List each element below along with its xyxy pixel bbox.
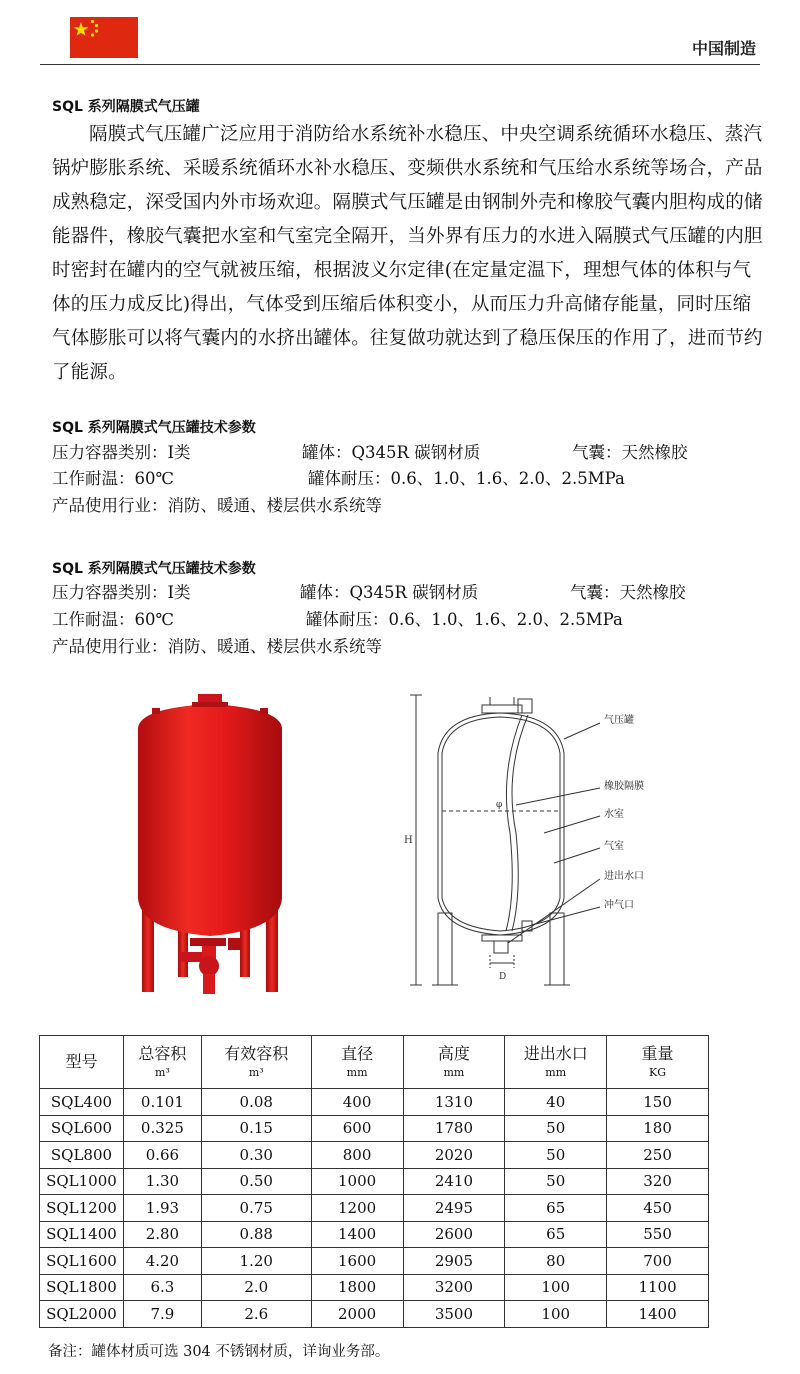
china-flag	[70, 17, 138, 58]
table-cell: 50	[505, 1168, 607, 1195]
header-effective-volume: 有效容积 m³	[201, 1036, 311, 1089]
table-row	[40, 1301, 709, 1328]
table-cell: 80	[505, 1248, 607, 1275]
table-cell: 100	[505, 1301, 607, 1328]
industries: 产品使用行业：消防、暖通、楼层供水系统等	[52, 496, 382, 515]
table-cell: 0.325	[123, 1115, 201, 1142]
table-row	[40, 1089, 709, 1116]
tank-cross-section-diagram	[404, 693, 684, 993]
table-cell: 0.66	[123, 1142, 201, 1169]
table-row	[40, 1195, 709, 1222]
table-cell: 1200	[311, 1195, 403, 1222]
section-title: SQL 系列隔膜式气压罐	[52, 99, 200, 115]
label-air-valve: 冲气口	[604, 900, 634, 911]
table-cell: SQL800	[40, 1142, 124, 1169]
tank-material: 罐体：Q345R 碳钢材质	[300, 583, 479, 602]
table-cell: 6.3	[123, 1274, 201, 1301]
table-cell: 1.20	[201, 1248, 311, 1275]
label-water-inlet: 进出水口	[604, 871, 644, 882]
table-cell: 4.20	[123, 1248, 201, 1275]
table-cell: 1600	[311, 1248, 403, 1275]
spec-table	[39, 1035, 709, 1328]
table-cell: 450	[607, 1195, 709, 1222]
table-cell: SQL1800	[40, 1274, 124, 1301]
dim-h-label: H	[404, 835, 413, 846]
header-weight: 重量 KG	[607, 1036, 709, 1089]
table-row	[40, 1248, 709, 1275]
table-cell: 0.101	[123, 1089, 201, 1116]
header-inlet: 进出水口 mm	[505, 1036, 607, 1089]
header-diameter: 直径 mm	[311, 1036, 403, 1089]
table-cell: 1310	[403, 1089, 505, 1116]
tank-material: 罐体：Q345R 碳钢材质	[302, 443, 481, 462]
vessel-class: 压力容器类别：Ⅰ类	[52, 583, 191, 602]
label-tank: 气压罐	[604, 715, 634, 726]
spec-title-1: SQL 系列隔膜式气压罐技术参数	[52, 420, 256, 436]
table-cell: 1.30	[123, 1168, 201, 1195]
header-model: 型号	[40, 1036, 124, 1089]
intro-paragraph: 隔膜式气压罐广泛应用于消防给水系统补水稳压、中央空调系统循环水稳压、蒸汽锅炉膨胀系统、采暖系统循环水补水稳压、变频供水系统和气压给水系统等场合，产品成熟稳定，深受国内外市场欢迎。隔膜式气压罐是由钢制外壳和橡胶气囊内胆构成的储能器件，橡胶气囊把水室和气室完全隔开，当外界有压力的水进入隔膜式气压罐的内胆时密封在罐内的空气就被压缩，根据波义尔定律(在定量定温下，理想气体的体积与气体的压力成反比)得出，气体受到压缩后体积变小，从而压力升高储存能量，同时压缩气体膨胀可以将气囊内的水挤出罐体。往复做功就达到了稳压保压的作用了，进而节约了能源。	[52, 124, 763, 383]
tank-pressure: 罐体耐压：0.6、1.0、1.6、2.0、2.5MPa	[306, 610, 623, 629]
table-cell: SQL600	[40, 1115, 124, 1142]
vessel-class: 压力容器类别：Ⅰ类	[52, 443, 191, 462]
table-cell: SQL1000	[40, 1168, 124, 1195]
table-row	[40, 1115, 709, 1142]
made-in-china-label: 中国制造	[691, 39, 756, 58]
table-cell: 2000	[311, 1301, 403, 1328]
table-cell: 7.9	[123, 1301, 201, 1328]
table-cell: 2.80	[123, 1221, 201, 1248]
tank-pressure: 罐体耐压：0.6、1.0、1.6、2.0、2.5MPa	[308, 469, 625, 488]
bladder-material: 气囊：天然橡胶	[572, 443, 688, 462]
table-cell: 250	[607, 1142, 709, 1169]
table-cell: SQL1600	[40, 1248, 124, 1275]
table-cell: 2.0	[201, 1274, 311, 1301]
table-cell: 65	[505, 1195, 607, 1222]
table-cell: 0.15	[201, 1115, 311, 1142]
table-cell: 700	[607, 1248, 709, 1275]
table-cell: 1.93	[123, 1195, 201, 1222]
table-cell: 0.08	[201, 1089, 311, 1116]
label-water-chamber: 水室	[604, 809, 624, 820]
table-cell: 1400	[607, 1301, 709, 1328]
table-cell: 150	[607, 1089, 709, 1116]
table-cell: 0.88	[201, 1221, 311, 1248]
table-cell: 2.6	[201, 1301, 311, 1328]
table-cell: SQL1400	[40, 1221, 124, 1248]
table-row	[40, 1221, 709, 1248]
dim-phi-label: φ	[496, 800, 503, 810]
dim-d-label: D	[499, 972, 507, 982]
table-cell: 0.50	[201, 1168, 311, 1195]
table-header-row	[40, 1036, 709, 1089]
table-cell: 400	[311, 1089, 403, 1116]
table-cell: 180	[607, 1115, 709, 1142]
table-cell: 800	[311, 1142, 403, 1169]
table-cell: SQL2000	[40, 1301, 124, 1328]
working-temperature: 工作耐温：60℃	[52, 610, 174, 629]
table-cell: SQL400	[40, 1089, 124, 1116]
header-divider	[40, 64, 760, 65]
table-row	[40, 1142, 709, 1169]
table-cell: 2905	[403, 1248, 505, 1275]
table-cell: 600	[311, 1115, 403, 1142]
flag-icon	[70, 17, 138, 58]
table-cell: 1800	[311, 1274, 403, 1301]
table-cell: 2495	[403, 1195, 505, 1222]
header-total-volume: 总容积 m³	[123, 1036, 201, 1089]
working-temperature: 工作耐温：60℃	[52, 469, 174, 488]
table-cell: 550	[607, 1221, 709, 1248]
label-air-chamber: 气室	[604, 841, 624, 852]
table-cell: 65	[505, 1221, 607, 1248]
table-cell: 40	[505, 1089, 607, 1116]
table-cell: 3500	[403, 1301, 505, 1328]
footnote: 备注：罐体材质可选 304 不锈钢材质，详询业务部。	[48, 1344, 390, 1360]
table-cell: 320	[607, 1168, 709, 1195]
table-cell: 0.30	[201, 1142, 311, 1169]
header-height: 高度 mm	[403, 1036, 505, 1089]
table-cell: 2600	[403, 1221, 505, 1248]
table-cell: 3200	[403, 1274, 505, 1301]
table-cell: 1100	[607, 1274, 709, 1301]
table-cell: 2020	[403, 1142, 505, 1169]
table-cell: SQL1200	[40, 1195, 124, 1222]
label-membrane: 橡胶隔膜	[604, 781, 644, 792]
table-cell: 100	[505, 1274, 607, 1301]
table-cell: 1000	[311, 1168, 403, 1195]
table-cell: 0.75	[201, 1195, 311, 1222]
red-pressure-tank-image	[120, 690, 310, 995]
table-cell: 1400	[311, 1221, 403, 1248]
industries: 产品使用行业：消防、暖通、楼层供水系统等	[52, 637, 382, 656]
table-row	[40, 1274, 709, 1301]
table-cell: 50	[505, 1115, 607, 1142]
table-cell: 2410	[403, 1168, 505, 1195]
table-row	[40, 1168, 709, 1195]
table-cell: 50	[505, 1142, 607, 1169]
spec-title-2: SQL 系列隔膜式气压罐技术参数	[52, 561, 256, 577]
bladder-material: 气囊：天然橡胶	[570, 583, 686, 602]
table-cell: 1780	[403, 1115, 505, 1142]
